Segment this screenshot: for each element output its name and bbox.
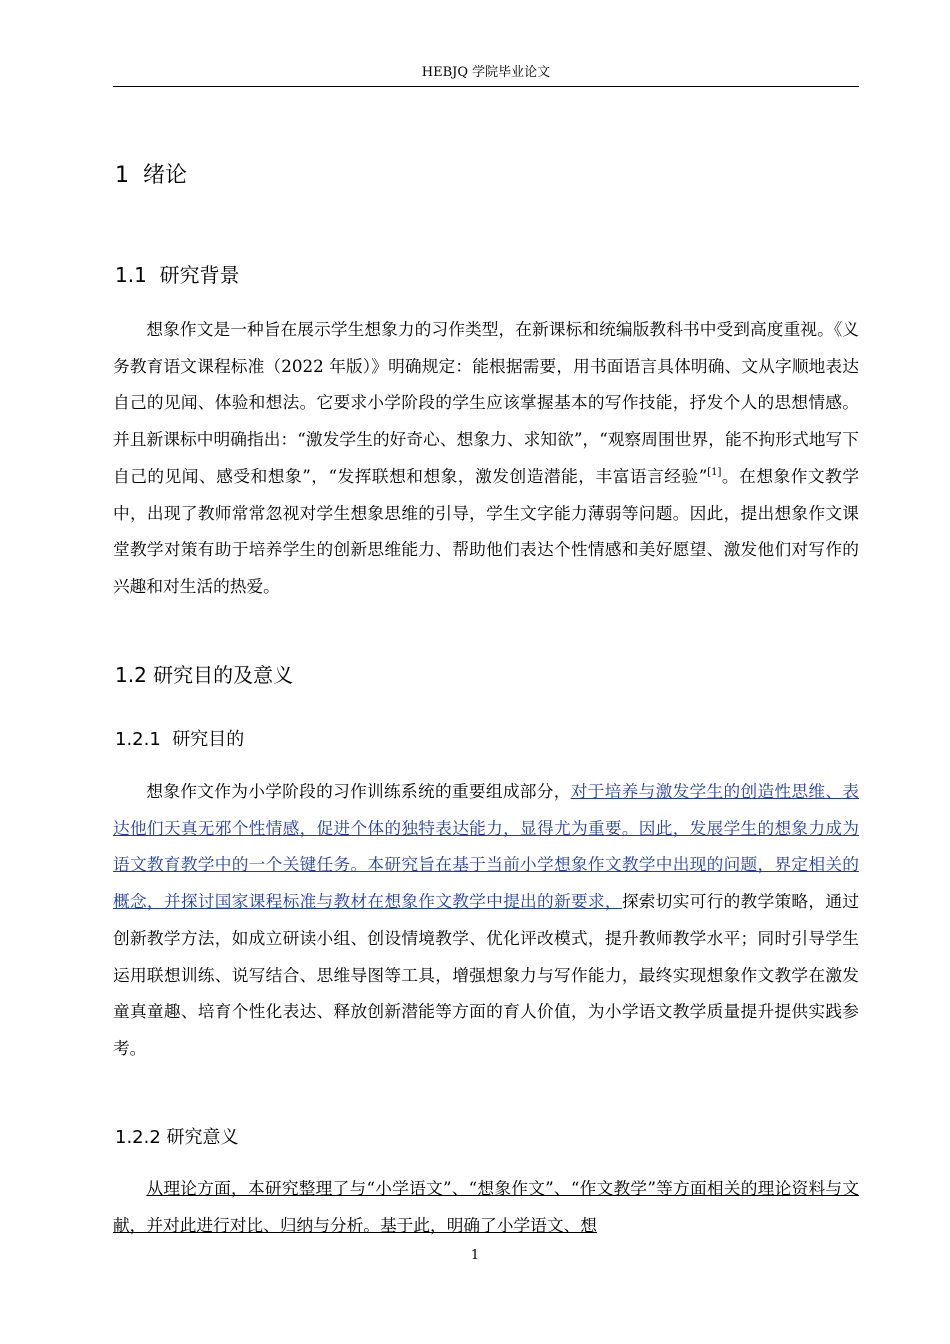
paragraph-research-significance: 从理论方面，本研究整理了与“小学语文”、“想象作文”、“作文教学”等方面相关的理论资料与文献，并对此进行对比、归纳与分析。基于此，明确了小学语文、想 (113, 1178, 859, 1235)
background-text-part2: 。在想象作文教学中，出现了教师常常忽视对学生想象思维的引导，学生文字能力薄弱等问题。因此，提出想象作文课堂教学对策有助于培养学生的创新思维能力、帮助他们表达个性情感和美好愿望、激发他们对写作的兴趣和对生活的热爱。 (113, 465, 860, 596)
chapter-number: 1 (115, 163, 129, 188)
purpose-tracked-change-text[interactable]: 对于培养与激发学生的创造性思维、表达他们天真无邪个性情感，促进个体的独特表达能力，显得尤为重要。因此，发展学生的想象力成为语文教育教学中的一个关键任务。本研究旨在基于当前小学想象作文教学中出现的问题，界定相关的概念，并探讨国家课程标准与教材在想象作文教学中提出的新要求， (113, 781, 859, 912)
citation-ref[interactable]: [1] (707, 466, 722, 478)
subsection-title: 研究目的 (172, 729, 245, 750)
section-number: 1.1 (115, 263, 147, 287)
header-rule (113, 86, 859, 87)
background-text-part1: 想象作文是一种旨在展示学生想象力的习作类型，在新课标和统编版教科书中受到高度重视。《义务教育语文课程标准（2022 年版）》明确规定：能根据需要，用书面语言具体明确、文从字顺地表达自己的见闻、体验和想法。它要求小学阶段的学生应该掌握基本的写作技能，抒发个人的思想情感。并且新课标中明确指出：“激发学生的好奇心、想象力、求知欲”，“观察周围世界，能不拘形式地写下自己的见闻、感受和想象”，“发挥联想和想象，激发创造潜能，丰富语言经验” (113, 319, 859, 486)
chapter-title: 绪论 (143, 163, 188, 188)
section-heading-1-2-1 (115, 726, 244, 754)
page-number: 1 (470, 1248, 480, 1263)
purpose-text-part2: 探索切实可行的教学策略，通过创新教学方法，如成立研读小组、创设情境教学、优化评改模式，提升教师教学水平；同时引导学生运用联想训练、说写结合、思维导图等工具，增强想象力与写作能力，最终实现想象作文教学在激发童真童趣、培育个性化表达、释放创新潜能等方面的育人价值，为小学语文教学质量提升提供实践参考。 (113, 891, 860, 1058)
subsection-number: 1.2.1 (115, 729, 161, 750)
paragraph-research-background (113, 311, 859, 605)
section-heading-1-1 (115, 260, 240, 290)
section-title: 研究背景 (159, 263, 240, 287)
paragraph-research-purpose (113, 773, 859, 1067)
section-heading-1-2-2: 1.2.2 研究意义 (115, 1127, 239, 1148)
purpose-text-part1: 想象作文作为小学阶段的习作训练系统的重要组成部分， (146, 781, 571, 801)
running-header: HEBJQ 学院毕业论文 (421, 65, 551, 80)
chapter-heading (115, 160, 187, 192)
section-heading-1-2: 1.2 研究目的及意义 (115, 663, 294, 687)
